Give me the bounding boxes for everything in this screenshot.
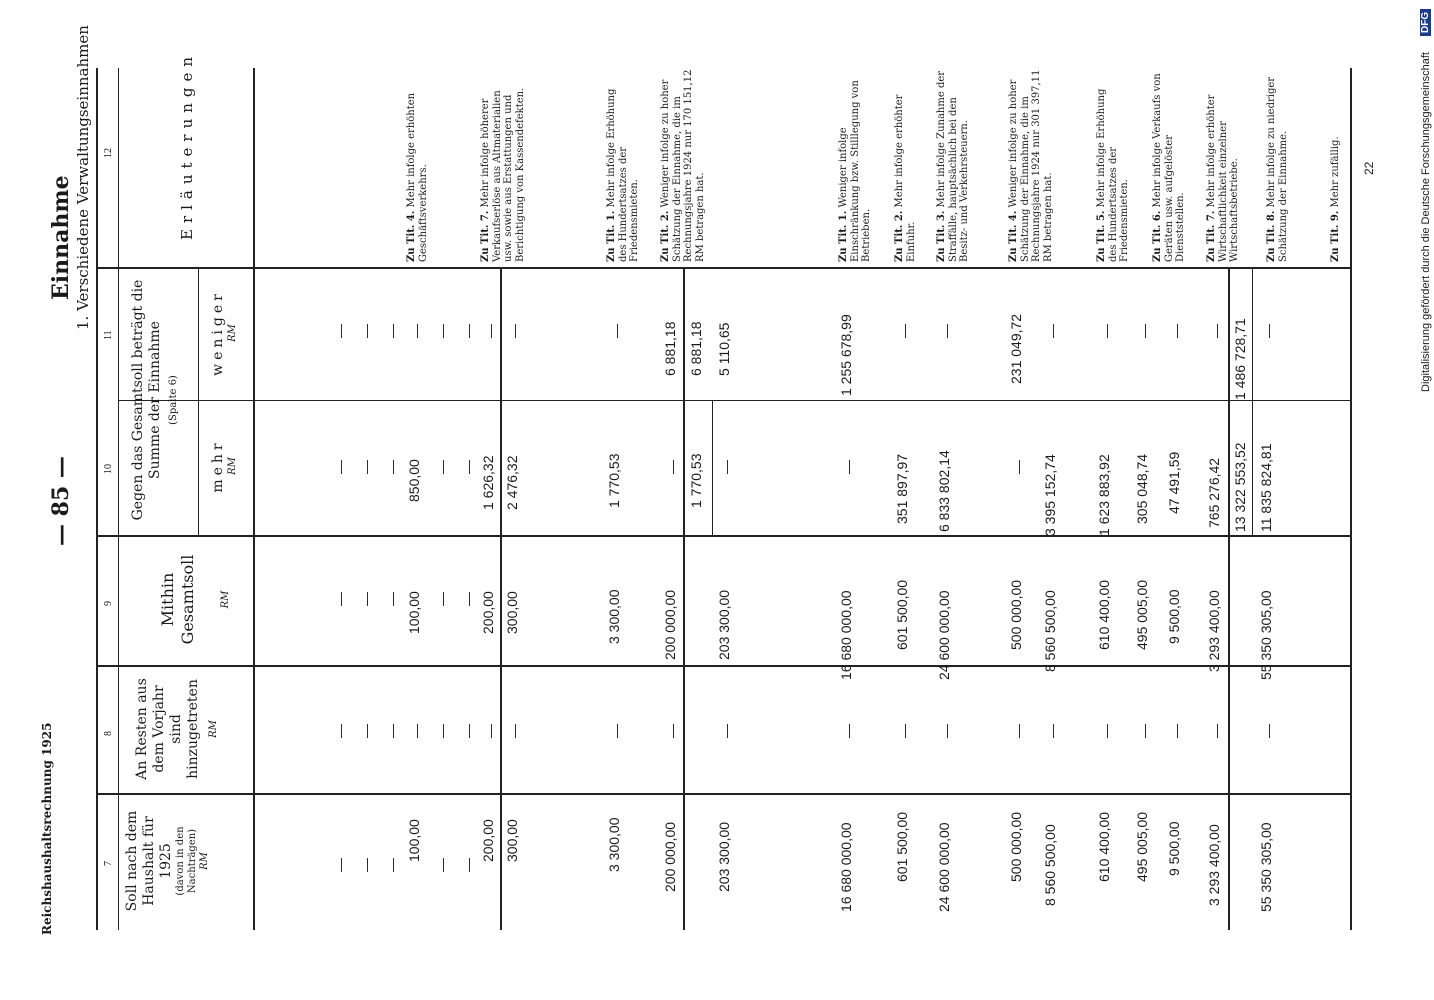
- b2r0-weniger: —: [608, 324, 624, 338]
- b3r6-mehr: 305 048,74: [1134, 453, 1150, 524]
- b3r8-soll: 3 293 400,00: [1206, 824, 1222, 906]
- note-ref: Zu Tit. 7.: [480, 210, 491, 262]
- b1r5-reste: —: [460, 724, 476, 738]
- header-col11-unit: RM: [227, 324, 238, 342]
- b1r2-reste: —: [384, 724, 400, 738]
- b1r4-gesamt: —: [434, 592, 450, 606]
- note-text: Mehr infolge erhöhten Geschäftsverkehrs.: [406, 92, 429, 262]
- note-item: [894, 68, 917, 262]
- b1r4-reste: —: [434, 724, 450, 738]
- b1r6-mehr: 1 626,32: [480, 455, 496, 510]
- b2-total-gesamt: 203 300,00: [716, 589, 732, 660]
- b1r3-reste: —: [408, 724, 424, 738]
- b2r0-reste: —: [608, 724, 624, 738]
- b1r1-mehr: —: [358, 460, 374, 474]
- note-text: Mehr infolge Verkaufs von Geräten usw. aufgelöster Dienststellen.: [1152, 73, 1186, 262]
- note-text: Mehr zufällig.: [1330, 136, 1341, 208]
- b3r4-weniger: —: [1044, 324, 1060, 338]
- b1r0-reste: —: [332, 724, 348, 738]
- b3r3-reste: —: [1010, 724, 1026, 738]
- header-split-rule: [198, 268, 199, 536]
- footer-title: Reichshaushaltsrechnung 1925: [40, 722, 54, 935]
- colnum-11: 11: [103, 330, 114, 340]
- header-col8-unit: RM: [208, 720, 219, 738]
- b2-total-soll: 203 300,00: [716, 821, 732, 892]
- header-col10-unit: RM: [227, 457, 238, 475]
- b1r0-gesamt: —: [332, 592, 348, 606]
- note-ref: Zu Tit. 6.: [1152, 210, 1163, 262]
- b1r3-weniger: —: [408, 324, 424, 338]
- note-item: [1330, 68, 1342, 262]
- b3r7-soll: 9 500,00: [1166, 821, 1182, 876]
- section-title: Einnahme: [48, 175, 74, 300]
- b2r0-mehr: 1 770,53: [606, 453, 622, 508]
- b3r4-gesamt: 8 560 500,00: [1042, 590, 1058, 672]
- col-sep-10-11: [118, 400, 1350, 401]
- b3r5-soll: 610 400,00: [1096, 811, 1112, 882]
- b1r1-reste: —: [358, 724, 374, 738]
- header-col10-title: mehr: [210, 439, 226, 493]
- b1r4-weniger: —: [434, 324, 450, 338]
- b2-total-weniger: 5 110,65: [716, 322, 732, 376]
- b3r0-soll: 16 680 000,00: [838, 822, 854, 912]
- b2r0-soll: 3 300,00: [606, 817, 622, 872]
- colnum-rule: [118, 68, 119, 930]
- b1r2-gesamt: —: [384, 592, 400, 606]
- note-item: [406, 68, 429, 262]
- b2-subtotal-weniger: 6 881,18: [688, 321, 704, 376]
- colnum-12: 12: [103, 148, 114, 158]
- note-text: Weniger infolge Einschränkung bzw. Stilllegung von Betrieben.: [838, 80, 872, 262]
- b1-total-mehr: 2 476,32: [504, 455, 520, 510]
- b1r1-gesamt: —: [358, 592, 374, 606]
- block2-subtotal-rule: [712, 400, 713, 535]
- note-ref: Zu Tit. 4.: [406, 210, 417, 262]
- note-ref: Zu Tit. 2.: [894, 210, 905, 262]
- b3r0-mehr: —: [840, 460, 856, 474]
- b3-total-gesamt: 55 350 305,00: [1258, 590, 1274, 680]
- header-col11-title: weniger: [210, 290, 226, 376]
- note-item: [606, 68, 641, 262]
- page-index: 22: [1362, 161, 1376, 175]
- b2r1-weniger: 6 881,18: [662, 321, 678, 376]
- b3r7-mehr: 47 491,59: [1166, 451, 1182, 514]
- b1r4-soll: —: [434, 858, 450, 872]
- dfg-logo: DFG: [1420, 9, 1431, 36]
- b3r6-weniger: —: [1136, 324, 1152, 338]
- b3r2-gesamt: 24 600 000,00: [936, 590, 952, 680]
- b3r1-gesamt: 601 500,00: [894, 579, 910, 650]
- note-ref: Zu Tit. 1.: [606, 210, 617, 262]
- note-text: Mehr infolge zu niedriger Schätzung der Einnahme.: [1266, 76, 1289, 262]
- note-text: Mehr infolge Erhöhung des Hundertsatzes der Friedensmieten.: [606, 88, 640, 262]
- b1r6-reste: —: [482, 724, 498, 738]
- b3-total-mehr: 11 835 824,81: [1258, 443, 1274, 532]
- header-col1011: [130, 268, 196, 532]
- b1-total-reste: —: [506, 724, 522, 738]
- header-col11: [210, 268, 254, 398]
- block3-rule: [1228, 268, 1230, 930]
- note-ref: Zu Tit. 7.: [1206, 210, 1217, 262]
- col-sep-8-9: [96, 665, 1350, 667]
- col-sep-7-8: [96, 793, 1350, 795]
- b3r7-reste: —: [1168, 724, 1184, 738]
- b3r1-weniger: —: [896, 324, 912, 338]
- b3r7-gesamt: 9 500,00: [1166, 589, 1182, 644]
- note-item: [838, 68, 873, 262]
- b1r2-mehr: —: [384, 460, 400, 474]
- b3r2-reste: —: [938, 724, 954, 738]
- table-top-rule: [96, 68, 98, 930]
- b2r1-gesamt: 200 000,00: [662, 589, 678, 660]
- b1r5-gesamt: —: [460, 592, 476, 606]
- header-col9-unit: RM: [220, 590, 231, 609]
- b1-total-soll: 300,00: [504, 819, 520, 862]
- b1r6-gesamt: 200,00: [480, 591, 496, 634]
- header-col10: [210, 400, 254, 532]
- header-col12-title: Erläuterungen: [178, 50, 196, 240]
- colnum-9: 9: [103, 601, 114, 606]
- b3r3-gesamt: 500 000,00: [1008, 579, 1024, 650]
- watermark-text: Digitalisierung gefördert durch die Deutsche Forschungsgemeinschaft: [1420, 52, 1432, 392]
- b1r3-gesamt: 100,00: [406, 591, 422, 634]
- b2-total-reste: —: [718, 724, 734, 738]
- note-ref: Zu Tit. 4.: [1008, 210, 1019, 262]
- b3r2-weniger: —: [938, 324, 954, 338]
- block2-rule: [683, 268, 685, 930]
- b1r0-mehr: —: [332, 460, 348, 474]
- table-bottom-rule: [1350, 68, 1352, 930]
- b3r0-gesamt: 16 680 000,00: [838, 590, 854, 680]
- note-text: Mehr infolge erhöhter Wirtschaftlichkeit einzelner Wirtschaftsbetriebe.: [1206, 94, 1240, 262]
- header-col7-note: (davon in den Nachträgen): [175, 826, 198, 896]
- note-ref: Zu Tit. 2.: [660, 210, 671, 262]
- col-sep-9-10: [96, 535, 1350, 537]
- b1r6-soll: 200,00: [480, 819, 496, 862]
- note-item: [1152, 68, 1187, 262]
- b3r5-mehr: 1 623 883,92: [1096, 454, 1112, 536]
- b3-total-reste: —: [1260, 724, 1276, 738]
- b3r3-weniger: 231 049,72: [1008, 313, 1024, 384]
- b3r2-soll: 24 600 000,00: [936, 822, 952, 912]
- b1r5-weniger: —: [460, 324, 476, 338]
- b1r0-soll: —: [332, 858, 348, 872]
- b2r0-gesamt: 3 300,00: [606, 589, 622, 644]
- note-text: Mehr infolge Zunahme der Straffälle, hauptsächlich bei den Besitz- und Verkehrsteuern.: [936, 70, 970, 262]
- b1-total-weniger: —: [506, 324, 522, 338]
- b3r0-weniger: 1 255 678,99: [838, 314, 854, 396]
- b1r1-weniger: —: [358, 324, 374, 338]
- b3r3-soll: 500 000,00: [1008, 811, 1024, 882]
- colnum-10: 10: [103, 464, 114, 474]
- header-col7-unit: RM: [199, 852, 210, 870]
- b3r7-weniger: —: [1168, 324, 1184, 338]
- b1r6-weniger: —: [482, 324, 498, 338]
- note-ref: Zu Tit. 9.: [1330, 210, 1341, 262]
- b3r5-weniger: —: [1098, 324, 1114, 338]
- b2-total-mehr: —: [718, 460, 734, 474]
- note-item: [1266, 68, 1289, 262]
- b3r5-gesamt: 610 400,00: [1096, 579, 1112, 650]
- header-col7: [124, 797, 250, 925]
- note-text: Mehr infolge höherer Verkaufserlöse aus Altmaterialien usw. sowie aus Erstattungen und Berichtigung von Kassendefekten.: [480, 87, 526, 262]
- page-number: — 85 —: [48, 456, 74, 546]
- b3r3-mehr: —: [1010, 460, 1026, 474]
- note-text: Mehr infolge Erhöhung des Hundertsatzes der Friedensmieten.: [1096, 88, 1130, 262]
- b1r3-mehr: 850,00: [406, 459, 422, 502]
- b3r5-reste: —: [1098, 724, 1114, 738]
- colnum-7: 7: [103, 861, 114, 866]
- header-col1011-note: (Spalte 6): [168, 375, 179, 425]
- b3-subtotal-mehr: 13 322 553,52: [1232, 442, 1248, 532]
- b1r2-weniger: —: [384, 324, 400, 338]
- col-sep-11-12: [96, 267, 1350, 269]
- b2-subtotal-mehr: 1 770,53: [688, 453, 704, 508]
- b3-subtotal-weniger: 1 486 728,71: [1232, 318, 1248, 400]
- b3r6-gesamt: 495 005,00: [1134, 579, 1150, 650]
- header-col9-title: Mithin Gesamtsoll: [158, 554, 197, 645]
- b1r0-weniger: —: [332, 324, 348, 338]
- b2r1-soll: 200 000,00: [662, 821, 678, 892]
- b1-total-gesamt: 300,00: [504, 591, 520, 634]
- b3r8-mehr: 765 276,42: [1206, 457, 1222, 528]
- note-item: [1096, 68, 1131, 262]
- b3-total-weniger: —: [1260, 324, 1276, 338]
- b2r1-mehr: —: [664, 460, 680, 474]
- b3r8-gesamt: 3 293 400,00: [1206, 590, 1222, 672]
- header-col1011-title: Gegen das Gesamtsoll beträgt die Summe der Einnahme: [130, 279, 163, 521]
- b2r1-reste: —: [664, 724, 680, 738]
- b3r4-mehr: 3 395 152,74: [1042, 454, 1058, 536]
- note-ref: Zu Tit. 3.: [936, 210, 947, 262]
- b3r6-soll: 495 005,00: [1134, 811, 1150, 882]
- b1r5-soll: —: [460, 858, 476, 872]
- note-text: Weniger infolge zu hoher Schätzung der Einnahme, die im Rechnungsjahre 1924 nur 170 151,12 RM betragen hat.: [660, 69, 706, 262]
- b3r1-soll: 601 500,00: [894, 811, 910, 882]
- b3r2-mehr: 6 833 802,14: [936, 450, 952, 532]
- note-ref: Zu Tit. 8.: [1266, 210, 1277, 262]
- header-col9: [158, 537, 250, 662]
- b1r3-soll: 100,00: [406, 819, 422, 862]
- b3r6-reste: —: [1136, 724, 1152, 738]
- b3r1-reste: —: [896, 724, 912, 738]
- note-item: [1206, 68, 1241, 262]
- note-item: [660, 68, 706, 262]
- header-col7-title: Soll nach dem Haushalt für 1925: [124, 810, 174, 912]
- note-text: Mehr infolge erhöhter Einfuhr.: [894, 94, 917, 262]
- b3r1-mehr: 351 897,97: [894, 453, 910, 524]
- b3-total-soll: 55 350 305,00: [1258, 822, 1274, 912]
- colnum-8: 8: [103, 731, 114, 736]
- header-col8-title: An Resten aus dem Vorjahr sind hinzugetreten: [134, 678, 201, 780]
- block1-rule: [500, 268, 502, 930]
- b1r4-mehr: —: [434, 460, 450, 474]
- b3r0-reste: —: [840, 724, 856, 738]
- b3r4-reste: —: [1044, 724, 1060, 738]
- note-item: [1008, 68, 1054, 262]
- note-ref: Zu Tit. 5.: [1096, 210, 1107, 262]
- note-item: [480, 68, 526, 262]
- block3-subtotal-rule: [1252, 268, 1253, 536]
- note-item: [936, 68, 971, 262]
- b1r2-soll: —: [384, 858, 400, 872]
- b3r8-reste: —: [1208, 724, 1224, 738]
- header-col8: [134, 668, 254, 790]
- b1r1-soll: —: [358, 858, 374, 872]
- note-text: Weniger infolge zu hoher Schätzung der Einnahme, die im Rechnungsjahre 1924 nur 301 397,11 RM betragen hat.: [1008, 69, 1054, 262]
- b3r8-weniger: —: [1208, 324, 1224, 338]
- b1r5-mehr: —: [460, 460, 476, 474]
- subsection-title: 1. Verschiedene Verwaltungseinnahmen: [74, 25, 92, 330]
- b3r4-soll: 8 560 500,00: [1042, 824, 1058, 906]
- note-ref: Zu Tit. 1.: [838, 210, 849, 262]
